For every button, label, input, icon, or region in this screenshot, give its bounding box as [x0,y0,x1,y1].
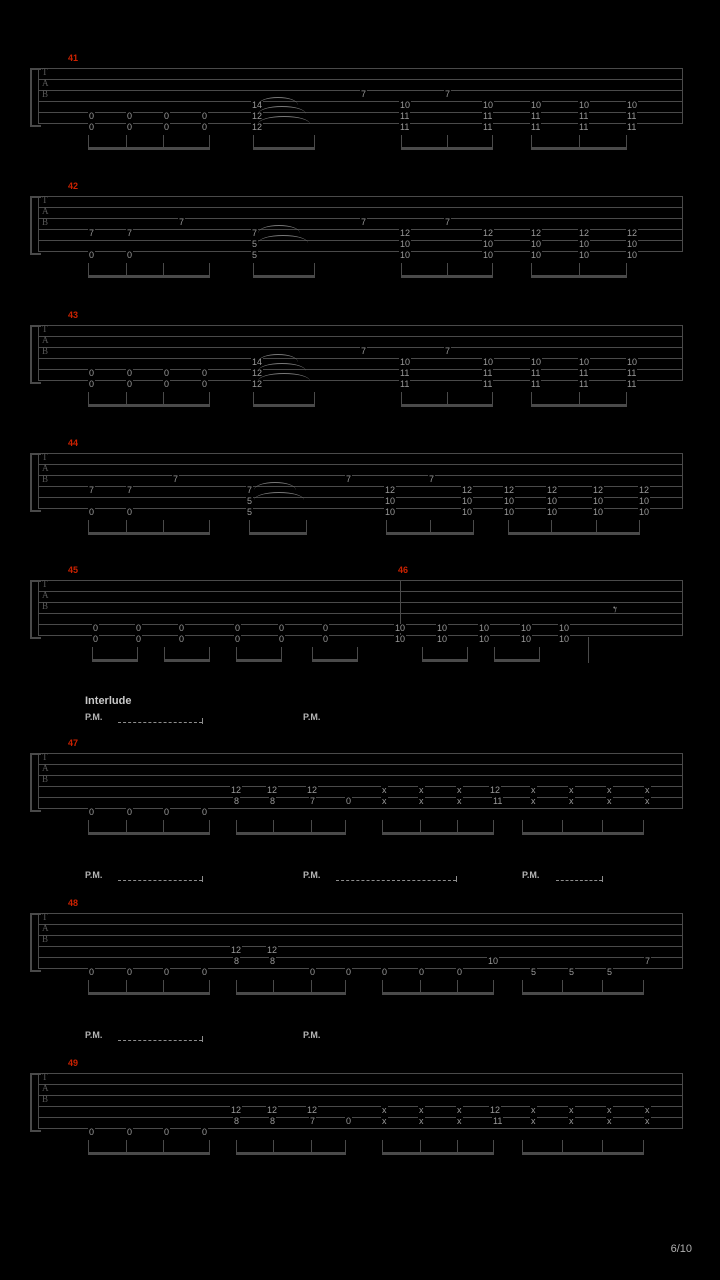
tab-note: x [645,1116,650,1126]
beam [401,275,493,278]
tab-note: 0 [202,122,208,132]
beam [88,275,210,278]
tab-note: 10 [593,507,604,517]
beam [88,532,210,535]
tab-note: 10 [579,357,590,367]
palm-mute-label: P.M. [85,1030,103,1040]
tab-note: 10 [531,239,542,249]
tab-note: 7 [127,485,133,495]
tab-note: 10 [395,623,406,633]
measure-number: 45 [68,565,79,575]
tab-note: 12 [252,379,263,389]
tab-note: 10 [483,239,494,249]
beam [88,992,210,995]
beam [422,659,468,662]
tab-note: 0 [127,379,133,389]
tab-note: 12 [593,485,604,495]
tab-clef: T A B [42,324,48,356]
tab-note: 0 [346,796,352,806]
beam [236,832,346,835]
beam [236,1152,346,1155]
tab-note: 11 [400,368,410,378]
tab-note: 8 [270,796,276,806]
tab-note: 10 [547,507,558,517]
tab-note: 12 [307,785,318,795]
tab-note: 7 [252,228,258,238]
beam [88,404,210,407]
beam [88,147,210,150]
tab-note: x [419,785,424,795]
tab-note: 0 [164,379,170,389]
tab-note: 7 [361,89,367,99]
beam [531,275,627,278]
tab-note: 10 [400,250,411,260]
tab-note: 0 [93,634,99,644]
tab-note: x [419,796,424,806]
tab-note: 11 [531,368,541,378]
tab-note: 0 [136,623,142,633]
beam [531,404,627,407]
tab-note: 0 [382,967,388,977]
tab-note: x [382,796,387,806]
tab-note: 10 [559,634,570,644]
tab-note: 11 [493,796,503,806]
tab-note: 12 [267,1105,278,1115]
tab-note: 7 [310,796,316,806]
tab-note: 10 [437,623,448,633]
tab-note: 11 [483,379,493,389]
beam [382,832,494,835]
tab-note: 0 [89,368,95,378]
tab-note: 10 [531,250,542,260]
tab-note: x [457,1105,462,1115]
tab-clef: T A B [42,1072,48,1104]
tab-note: 10 [504,507,515,517]
tab-note: 10 [400,357,411,367]
tab-clef: T A B [42,912,48,944]
palm-mute-line [118,722,202,723]
tab-staff [38,453,683,509]
page-number: 6/10 [670,1243,692,1255]
tab-note: 0 [164,111,170,121]
tab-note: 0 [89,122,95,132]
tab-note: 0 [89,1127,95,1137]
tab-note: 0 [202,1127,208,1137]
tab-note: 8 [234,1116,240,1126]
tab-note: 7 [429,474,435,484]
tab-note: 5 [607,967,613,977]
tab-note: 0 [235,623,241,633]
tab-note: 0 [89,967,95,977]
tab-note: 0 [93,623,99,633]
palm-mute-label: P.M. [303,870,321,880]
tab-note: 11 [483,368,493,378]
tab-note: 11 [627,379,637,389]
beam [312,659,358,662]
palm-mute-line [336,880,456,881]
beam [253,275,315,278]
tab-note: 0 [127,250,133,260]
tab-note: 10 [559,623,570,633]
tab-note: 12 [483,228,494,238]
tab-note: 10 [547,496,558,506]
tab-note: 0 [127,1127,133,1137]
tab-note: 12 [462,485,473,495]
tab-note: 10 [385,496,396,506]
measure-number: 43 [68,310,79,320]
tab-note: 12 [385,485,396,495]
tab-note: 0 [89,111,95,121]
beam [92,659,138,662]
tab-note: 10 [521,623,532,633]
tab-note: 10 [479,634,490,644]
beam [88,1152,210,1155]
tab-note: 12 [252,368,263,378]
tab-note: 0 [127,368,133,378]
tab-note: 0 [202,111,208,121]
tab-note: x [607,785,612,795]
beam [401,147,493,150]
tab-note: 7 [361,217,367,227]
tab-note: 0 [89,507,95,517]
beam [494,659,540,662]
tab-note: 10 [593,496,604,506]
tab-note: 7 [179,217,185,227]
tab-note: x [531,1105,536,1115]
tab-note: x [531,1116,536,1126]
tab-note: 12 [531,228,542,238]
tab-note: x [607,1116,612,1126]
beam [531,147,627,150]
tab-clef: T A B [42,452,48,484]
palm-mute-tick [456,876,457,882]
tab-clef: T A B [42,67,48,99]
beam [253,147,315,150]
palm-mute-label: P.M. [303,1030,321,1040]
beam [236,659,282,662]
tab-note: 11 [531,379,541,389]
tab-note: 0 [179,623,185,633]
tab-note: 0 [164,807,170,817]
tab-note: x [457,796,462,806]
tab-note: 7 [645,956,651,966]
tab-note: 12 [579,228,590,238]
tab-note: 10 [627,357,638,367]
tab-note: 11 [400,111,410,121]
tab-note: 11 [493,1116,503,1126]
tab-note: 5 [247,496,253,506]
tab-note: 11 [579,368,589,378]
tab-note: x [645,796,650,806]
tab-note: 0 [279,623,285,633]
beam [164,659,210,662]
tab-note: 11 [579,111,589,121]
tab-note: 0 [202,967,208,977]
tab-note: 0 [235,634,241,644]
tab-staff [38,913,683,969]
tab-note: 10 [488,956,499,966]
tab-note: 8 [234,956,240,966]
tab-note: 0 [127,111,133,121]
tab-note: 0 [136,634,142,644]
tab-note: 7 [127,228,133,238]
tab-note: x [607,796,612,806]
tab-note: 12 [231,785,242,795]
tab-note: 0 [323,623,329,633]
tab-note: 0 [164,368,170,378]
beam [382,992,494,995]
tab-note: 12 [639,485,650,495]
tab-note: 12 [231,945,242,955]
tab-note: x [645,1105,650,1115]
palm-mute-line [118,1040,202,1041]
tab-note: 7 [173,474,179,484]
tab-note: 10 [437,634,448,644]
tab-note: 7 [445,217,451,227]
tab-note: 12 [252,111,263,121]
tab-note: 11 [483,122,493,132]
tab-note: 11 [627,122,637,132]
tab-note: 10 [627,250,638,260]
palm-mute-label: P.M. [85,712,103,722]
rest: 𝄾 [613,602,618,619]
tab-clef: T A B [42,195,48,227]
tab-note: 10 [504,496,515,506]
tab-note: x [457,785,462,795]
tab-note: x [382,785,387,795]
tab-note: x [531,785,536,795]
tab-note: 12 [490,785,501,795]
palm-mute-label: P.M. [522,870,540,880]
tab-note: 10 [462,507,473,517]
tab-note: 7 [445,89,451,99]
palm-mute-tick [202,1036,203,1042]
tab-note: 11 [483,111,493,121]
beam [382,1152,494,1155]
tab-note: 7 [310,1116,316,1126]
tab-note: 11 [579,122,589,132]
tab-note: 0 [179,634,185,644]
measure-number: 44 [68,438,79,448]
tab-note: 11 [400,379,410,389]
tab-note: 10 [639,507,650,517]
tab-note: 11 [531,111,541,121]
tab-note: 10 [483,100,494,110]
tab-note: 14 [252,100,263,110]
tab-note: 10 [462,496,473,506]
tab-note: 10 [395,634,406,644]
tab-note: 12 [400,228,411,238]
tab-note: 0 [164,967,170,977]
measure-number: 47 [68,738,79,748]
tab-note: 0 [89,379,95,389]
beam [236,992,346,995]
tab-note: 8 [270,956,276,966]
tab-note: 7 [89,228,95,238]
tab-note: 0 [346,1116,352,1126]
tab-note: 7 [445,346,451,356]
tab-note: 0 [164,122,170,132]
tab-note: x [569,1105,574,1115]
tab-note: 12 [490,1105,501,1115]
tab-note: 8 [270,1116,276,1126]
tab-note: 10 [627,239,638,249]
tab-note: 0 [127,807,133,817]
tab-note: 5 [252,250,258,260]
tab-note: 0 [202,379,208,389]
tab-note: 0 [127,122,133,132]
tab-note: 10 [627,100,638,110]
palm-mute-line [556,880,602,881]
tab-note: 12 [252,122,263,132]
tab-note: 12 [267,945,278,955]
tab-note: 7 [89,485,95,495]
palm-mute-label: P.M. [303,712,321,722]
tab-note: x [569,1116,574,1126]
palm-mute-tick [202,718,203,724]
tab-note: 5 [252,239,258,249]
tab-note: 12 [307,1105,318,1115]
measure-number: 41 [68,53,79,63]
beam [253,404,315,407]
tab-note: 0 [457,967,463,977]
tab-note: x [645,785,650,795]
tab-staff [38,753,683,809]
tab-note: 10 [579,250,590,260]
tab-note: x [607,1105,612,1115]
tab-note: 0 [164,1127,170,1137]
beam [88,832,210,835]
measure-number: 42 [68,181,79,191]
tab-note: x [531,796,536,806]
tab-note: 12 [231,1105,242,1115]
tab-note: 8 [234,796,240,806]
tab-note: 7 [346,474,352,484]
tab-note: x [457,1116,462,1126]
tab-note: 10 [483,250,494,260]
palm-mute-tick [202,876,203,882]
palm-mute-label: P.M. [85,870,103,880]
tab-note: 11 [627,368,637,378]
tab-note: 11 [579,379,589,389]
tab-note: 10 [531,100,542,110]
tab-note: 5 [247,507,253,517]
beam [249,532,307,535]
tab-note: x [382,1105,387,1115]
beam [401,404,493,407]
section-label: Interlude [85,695,132,707]
beam [522,992,644,995]
tab-note: 11 [531,122,541,132]
tab-note: 0 [419,967,425,977]
tab-note: 12 [504,485,515,495]
tab-note: x [419,1116,424,1126]
tab-note: 10 [639,496,650,506]
tab-note: x [382,1116,387,1126]
tab-note: 5 [569,967,575,977]
tab-note: 11 [400,122,410,132]
tab-note: 0 [202,368,208,378]
tab-note: 11 [627,111,637,121]
tab-note: 0 [89,250,95,260]
tab-note: 12 [547,485,558,495]
tab-note: 10 [579,100,590,110]
tab-note: 10 [521,634,532,644]
tab-note: x [569,796,574,806]
tab-note: 7 [361,346,367,356]
beam [508,532,640,535]
tab-note: 0 [127,507,133,517]
tab-clef: T A B [42,579,48,611]
measure-number: 46 [398,565,409,575]
tab-note: x [419,1105,424,1115]
tab-note: 12 [627,228,638,238]
tab-note: x [569,785,574,795]
tab-note: 12 [267,785,278,795]
tab-note: 5 [531,967,537,977]
beam [522,832,644,835]
measure-number: 48 [68,898,79,908]
tab-note: 0 [89,807,95,817]
palm-mute-tick [602,876,603,882]
tab-note: 0 [279,634,285,644]
tab-note: 0 [323,634,329,644]
tab-note: 0 [127,967,133,977]
palm-mute-line [118,880,202,881]
tab-clef: T A B [42,752,48,784]
measure-number: 49 [68,1058,79,1068]
tab-note: 10 [479,623,490,633]
tab-note: 14 [252,357,263,367]
tab-note: 10 [579,239,590,249]
tab-note: 7 [247,485,253,495]
tab-note: 0 [346,967,352,977]
tab-note: 10 [400,239,411,249]
tab-note: 10 [400,100,411,110]
tab-note: 0 [310,967,316,977]
tab-staff [38,1073,683,1129]
tab-note: 10 [483,357,494,367]
tab-note: 0 [202,807,208,817]
beam [522,1152,644,1155]
beam [386,532,474,535]
tab-note: 10 [531,357,542,367]
tab-note: 10 [385,507,396,517]
